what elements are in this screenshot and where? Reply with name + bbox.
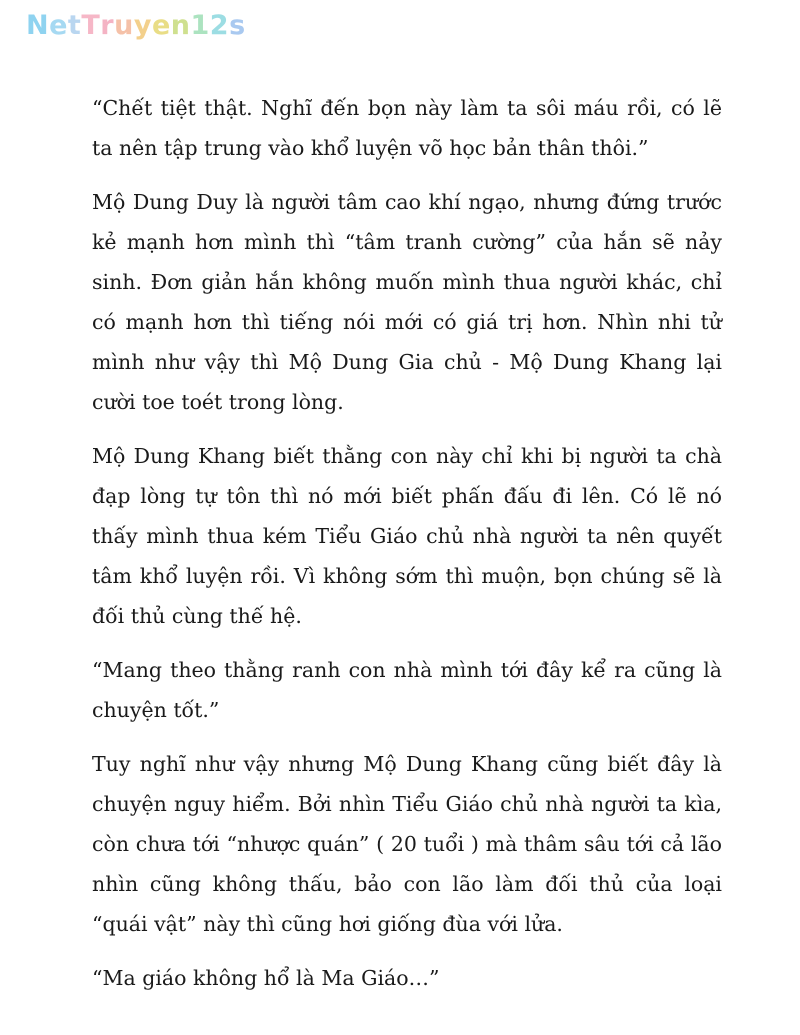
watermark-letter: t [67,10,82,41]
story-text [92,88,722,1012]
watermark-letter: e [151,10,171,41]
watermark-letter: n [170,10,191,41]
site-watermark-logo [26,8,246,44]
paragraph-3: Mộ Dung Khang biết thằng con này chỉ khi bị người ta chà đạp lòng tự tôn thì nó mới biết phấn đấu đi lên. Có lẽ nó thấy mình thua kém Tiểu Giáo chủ nhà người ta nên quyết tâm khổ luyện rồi. Vì không sớm thì muộn, bọn chúng sẽ là đối thủ cùng thế hệ. [92,444,722,628]
watermark-letter: N [26,10,50,41]
watermark-letter: s [229,10,246,41]
watermark-letter: e [49,10,68,41]
watermark-letter: r [100,10,115,41]
watermark-letter: T [81,10,101,41]
paragraph-2: Mộ Dung Duy là người tâm cao khí ngạo, nhưng đứng trước kẻ mạnh hơn mình thì “tâm tranh cường” của hắn sẽ nảy sinh. Đơn giản hắn không muốn mình thua người khác, chỉ có mạnh hơn thì tiếng nói mới có giá trị hơn. Nhìn nhi tử mình như vậy thì Mộ Dung Gia chủ - Mộ Dung Khang lại cười toe toét trong lòng. [92,190,722,414]
paragraph-6: “Ma giáo không hổ là Ma Giáo…” [92,966,440,990]
watermark-letter: 2 [209,10,230,41]
paragraph-5: Tuy nghĩ như vậy nhưng Mộ Dung Khang cũng biết đây là chuyện nguy hiểm. Bởi nhìn Tiểu Giáo chủ nhà người ta kìa, còn chưa tới “nhược quán” ( 20 tuổi ) mà thâm sâu tới cả lão nhìn cũng không thấu, bảo con lão làm đối thủ của loại “quái vật” này thì cũng hơi giống đùa với lửa. [92,752,722,936]
watermark-letter: y [133,10,152,41]
paragraph-1: “Chết tiệt thật. Nghĩ đến bọn này làm ta sôi máu rồi, có lẽ ta nên tập trung vào khổ luyện võ học bản thân thôi.” [92,96,722,160]
watermark-letter: 1 [190,10,210,41]
watermark-letter: u [114,10,134,41]
paragraph-4: “Mang theo thằng ranh con nhà mình tới đây kể ra cũng là chuyện tốt.” [92,658,722,722]
